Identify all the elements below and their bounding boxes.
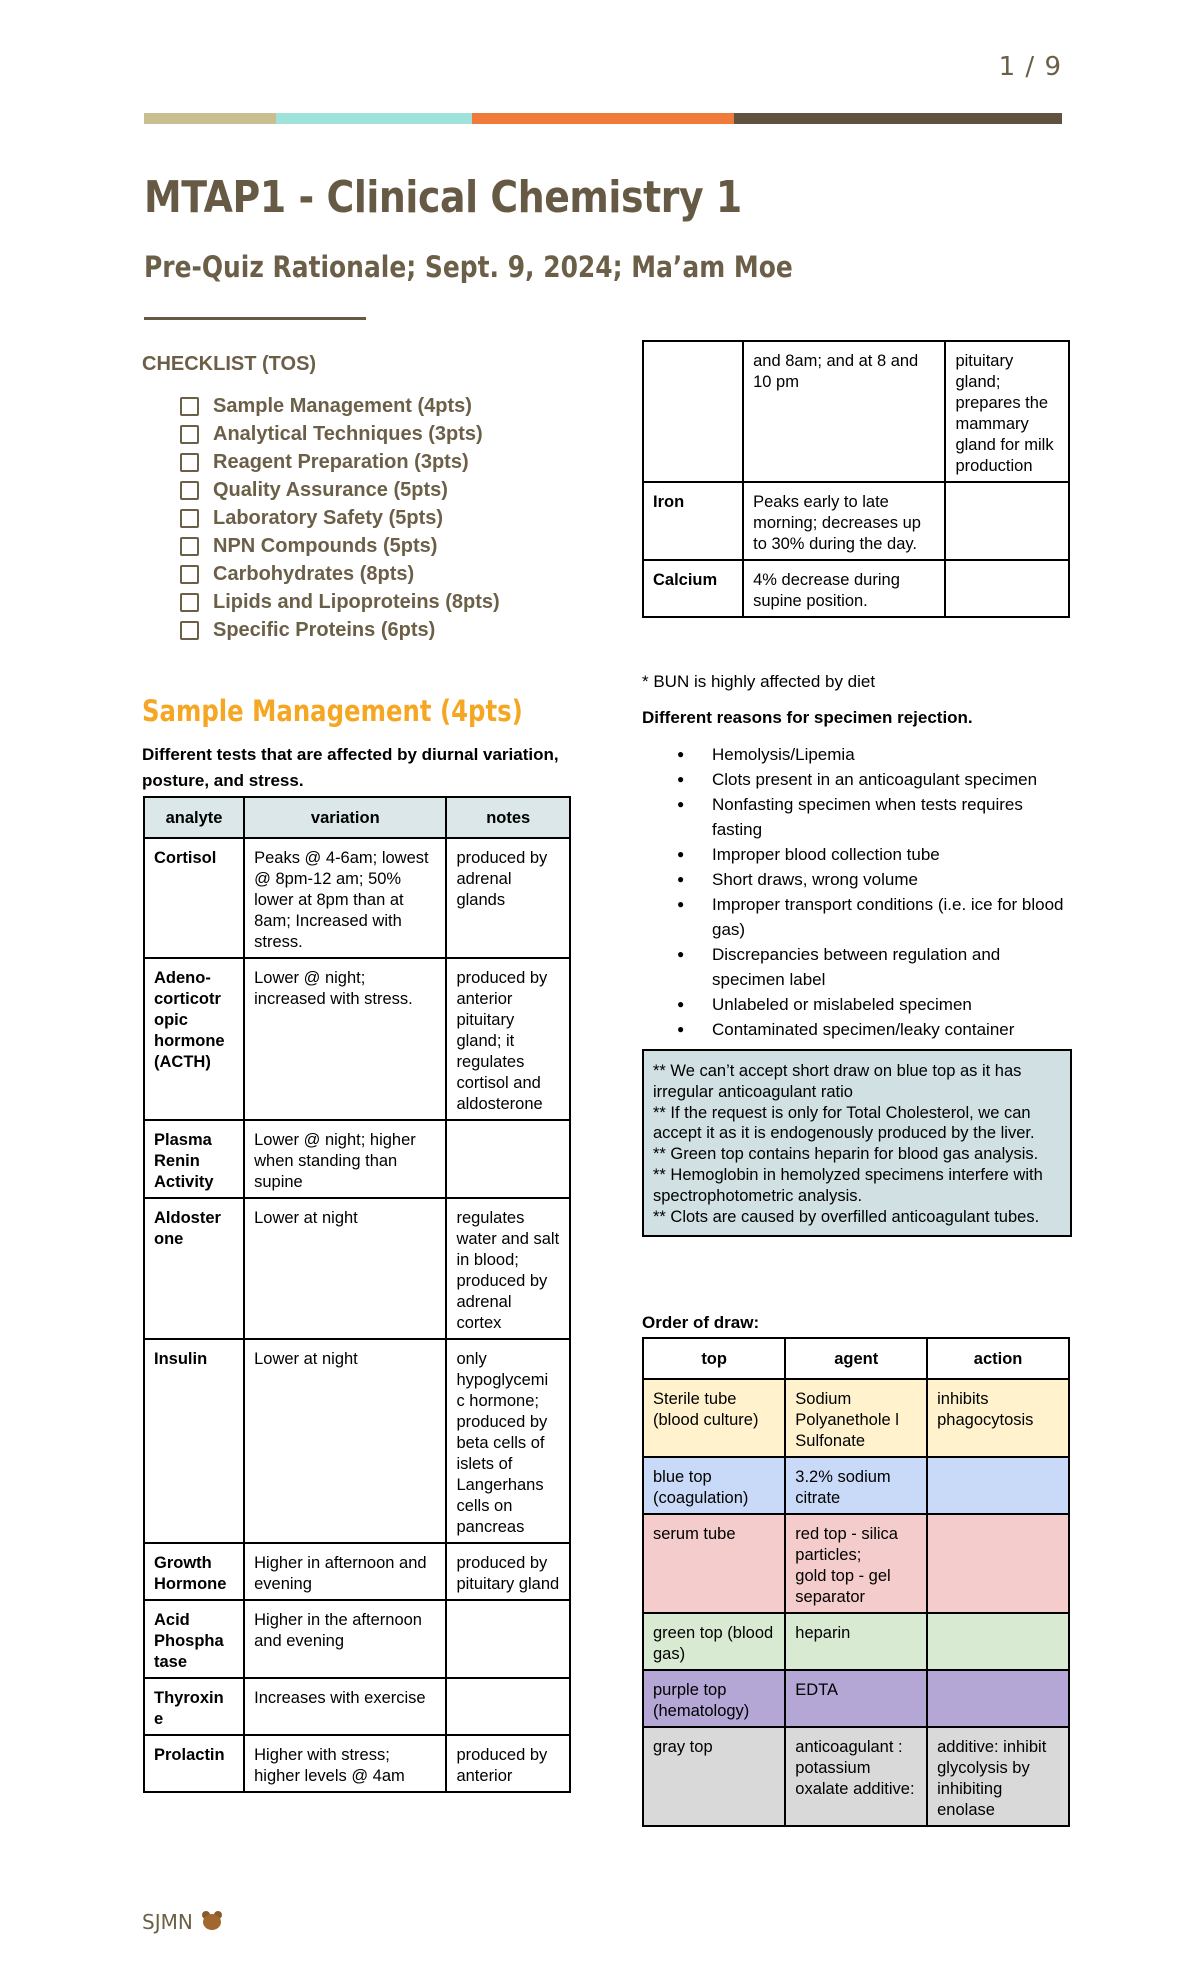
diurnal-variation-table [143, 796, 571, 1793]
checklist-item[interactable] [180, 392, 500, 420]
notes-cell [446, 1600, 570, 1678]
notes-cell: pituitary gland; prepares the mammary gland for milk production [945, 341, 1069, 482]
table-row [643, 1613, 1069, 1670]
checklist-item[interactable] [180, 448, 500, 476]
table-row [144, 1600, 570, 1678]
table-row [643, 341, 1069, 482]
variation-cell: 4% decrease during supine position. [743, 560, 945, 617]
checklist-item-label: Specific Proteins (6pts) [213, 618, 436, 641]
title-underline [144, 317, 366, 320]
checklist-item[interactable] [180, 532, 500, 560]
column-header: analyte [144, 797, 244, 838]
agent-cell: red top - silica particles; gold top - gel separator [785, 1514, 927, 1613]
checkbox-icon[interactable] [180, 565, 199, 584]
page-number: 1 / 9 [998, 52, 1062, 82]
checklist-item-label: NPN Compounds (5pts) [213, 534, 438, 557]
table-row [144, 1735, 570, 1792]
variation-cell: Lower @ night; increased with stress. [244, 958, 446, 1120]
checklist-item-label: Sample Management (4pts) [213, 394, 472, 417]
column-header: agent [785, 1338, 927, 1379]
action-cell [927, 1670, 1069, 1727]
table-row [144, 838, 570, 958]
table-row [144, 1339, 570, 1543]
checkbox-icon[interactable] [180, 537, 199, 556]
tube-top-cell: gray top [643, 1727, 785, 1826]
table-row [144, 1678, 570, 1735]
analyte-cell: Prolactin [144, 1735, 244, 1792]
checkbox-icon[interactable] [180, 425, 199, 444]
notes-cell: produced by pituitary gland [446, 1543, 570, 1600]
analyte-cell: Thyroxin e [144, 1678, 244, 1735]
rejection-reason: ● Improper transport conditions (i.e. ice for blood gas) [642, 892, 1072, 942]
checklist-item-label: Quality Assurance (5pts) [213, 478, 448, 501]
order-of-draw-heading: Order of draw: [642, 1313, 760, 1332]
rejection-reason: ● Unlabeled or mislabeled specimen [642, 992, 1072, 1017]
action-cell: inhibits phagocytosis [927, 1379, 1069, 1457]
variation-cell: and 8am; and at 8 and 10 pm [743, 341, 945, 482]
checklist-item[interactable] [180, 504, 500, 532]
checkbox-icon[interactable] [180, 621, 199, 640]
rejection-reasons-list [642, 742, 1072, 1042]
analyte-cell: Growth Hormone [144, 1543, 244, 1600]
rejection-reason: ● Discrepancies between regulation and specimen label [642, 942, 1072, 992]
callout-line: ** Hemoglobin in hemolyzed specimens interfere with spectrophotometric analysis. [653, 1165, 1043, 1205]
variation-cell: Peaks @ 4-6am; lowest @ 8pm-12 am; 50% lower at 8pm than at 8am; Increased with stress. [244, 838, 446, 958]
color-bar-segment [276, 113, 471, 124]
column-header: action [927, 1338, 1069, 1379]
analyte-cell: Cortisol [144, 838, 244, 958]
action-cell [927, 1613, 1069, 1670]
analyte-cell [643, 341, 743, 482]
tube-top-cell: blue top (coagulation) [643, 1457, 785, 1514]
variation-cell: Peaks early to late morning; decreases up to 30% during the day. [743, 482, 945, 560]
tube-top-cell: green top (blood gas) [643, 1613, 785, 1670]
column-header: variation [244, 797, 446, 838]
analyte-cell: Aldoster one [144, 1198, 244, 1339]
checkbox-icon[interactable] [180, 397, 199, 416]
table-row [144, 958, 570, 1120]
variation-cell: Increases with exercise [244, 1678, 446, 1735]
checklist-item[interactable] [180, 420, 500, 448]
color-bar-segment [734, 113, 1062, 124]
footer-initials: SJMN [142, 1910, 193, 1934]
checklist-item-label: Reagent Preparation (3pts) [213, 450, 469, 473]
checkbox-icon[interactable] [180, 593, 199, 612]
agent-cell: Sodium Polyanethole l Sulfonate [785, 1379, 927, 1457]
analyte-cell: Calcium [643, 560, 743, 617]
checklist-heading: CHECKLIST (TOS) [142, 353, 317, 375]
color-bar-segment [144, 113, 276, 124]
table-row [643, 560, 1069, 617]
analyte-cell: Insulin [144, 1339, 244, 1543]
notes-cell: produced by anterior pituitary gland; it regulates cortisol and aldosterone [446, 958, 570, 1120]
footer [142, 1910, 223, 1934]
tube-top-cell: Sterile tube (blood culture) [643, 1379, 785, 1457]
checklist-item[interactable] [180, 476, 500, 504]
teddy-bear-icon [201, 1911, 223, 1933]
checklist-item[interactable] [180, 616, 500, 644]
checkbox-icon[interactable] [180, 481, 199, 500]
notes-cell: regulates water and salt in blood; produced by adrenal cortex [446, 1198, 570, 1339]
tube-top-cell: purple top (hematology) [643, 1670, 785, 1727]
table-row [144, 1198, 570, 1339]
table-row [643, 1457, 1069, 1514]
notes-cell: produced by adrenal glands [446, 838, 570, 958]
column-header: notes [446, 797, 570, 838]
table-row [643, 1514, 1069, 1613]
checklist-item-label: Lipids and Lipoproteins (8pts) [213, 590, 500, 613]
variation-cell: Higher in the afternoon and evening [244, 1600, 446, 1678]
color-bar-segment [472, 113, 734, 124]
document-subtitle: Pre-Quiz Rationale; Sept. 9, 2024; Ma’am Moe [144, 250, 793, 284]
action-cell [927, 1457, 1069, 1514]
variation-cell: Higher in afternoon and evening [244, 1543, 446, 1600]
notes-cell [945, 482, 1069, 560]
analyte-cell: Adeno-corticotr opic hormone (ACTH) [144, 958, 244, 1120]
callout-line: ** Green top contains heparin for blood gas analysis. [653, 1145, 1039, 1164]
bun-note: * BUN is highly affected by diet [642, 672, 876, 691]
rationale-callout-box [642, 1049, 1072, 1237]
section-heading: Sample Management (4pts) [142, 694, 523, 728]
table-row [643, 1379, 1069, 1457]
tube-top-cell: serum tube [643, 1514, 785, 1613]
callout-line: ** We can’t accept short draw on blue top as it has irregular anticoagulant ratio [653, 1062, 1022, 1101]
checklist-item[interactable] [180, 560, 500, 588]
document-title: MTAP1 - Clinical Chemistry 1 [144, 172, 742, 223]
rejection-reason: ● Hemolysis/Lipemia [642, 742, 1072, 767]
rejection-reason: ● Clots present in an anticoagulant specimen [642, 767, 1072, 792]
notes-cell [945, 560, 1069, 617]
variation-cell: Lower at night [244, 1198, 446, 1339]
header-color-bar [144, 113, 1062, 124]
callout-line: ** If the request is only for Total Cholesterol, we can accept it as it is endogenously produced by the liver. [653, 1103, 1035, 1143]
checkbox-icon[interactable] [180, 453, 199, 472]
notes-cell: produced by anterior [446, 1735, 570, 1792]
variation-cell: Higher with stress; higher levels @ 4am [244, 1735, 446, 1792]
agent-cell: heparin [785, 1613, 927, 1670]
variation-cell: Lower @ night; higher when standing than supine [244, 1120, 446, 1198]
checkbox-icon[interactable] [180, 509, 199, 528]
order-of-draw-table [642, 1337, 1070, 1827]
action-cell: additive: inhibit glycolysis by inhibiting enolase [927, 1727, 1069, 1826]
section-intro: Different tests that are affected by diurnal variation, posture, and stress. [142, 745, 559, 790]
checklist-item-label: Carbohydrates (8pts) [213, 562, 415, 585]
rejection-reason: ● Improper blood collection tube [642, 842, 1072, 867]
agent-cell: EDTA [785, 1670, 927, 1727]
analyte-cell: Iron [643, 482, 743, 560]
diurnal-variation-table-continued [642, 340, 1070, 618]
rejection-heading: Different reasons for specimen rejection. [642, 708, 973, 727]
table-row [144, 1120, 570, 1198]
rejection-reason: ● Contaminated specimen/leaky container [642, 1017, 1072, 1042]
checklist-item-label: Laboratory Safety (5pts) [213, 506, 444, 529]
variation-cell: Lower at night [244, 1339, 446, 1543]
callout-line: ** Clots are caused by overfilled anticoagulant tubes. [653, 1207, 1040, 1226]
table-row [643, 482, 1069, 560]
table-row [144, 1543, 570, 1600]
table-row [643, 1727, 1069, 1826]
notes-cell: only hypoglycemi c hormone; produced by beta cells of islets of Langerhans cells on pancreas [446, 1339, 570, 1543]
notes-cell [446, 1678, 570, 1735]
column-header: top [643, 1338, 785, 1379]
agent-cell: anticoagulant : potassium oxalate additive: [785, 1727, 927, 1826]
action-cell [927, 1514, 1069, 1613]
analyte-cell: Acid Phospha tase [144, 1600, 244, 1678]
checklist-item[interactable] [180, 588, 500, 616]
agent-cell: 3.2% sodium citrate [785, 1457, 927, 1514]
analyte-cell: Plasma Renin Activity [144, 1120, 244, 1198]
rejection-reason: ● Short draws, wrong volume [642, 867, 1072, 892]
rejection-reason: ● Nonfasting specimen when tests requires fasting [642, 792, 1072, 842]
checklist [180, 392, 500, 644]
table-row [643, 1670, 1069, 1727]
notes-cell [446, 1120, 570, 1198]
checklist-item-label: Analytical Techniques (3pts) [213, 422, 483, 445]
